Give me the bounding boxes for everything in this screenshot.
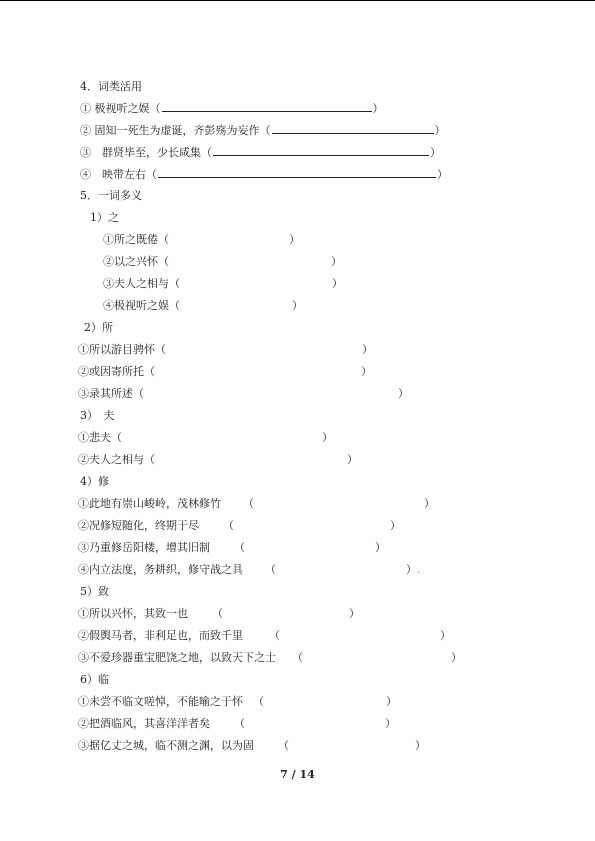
list-item: ②夫人之相与（ ） (78, 453, 358, 466)
list-item: ②把酒临风，其喜洋洋者矣 （ ） (78, 717, 396, 730)
list-item: ②假舆马者，非利足也，而致千里 （ ） (78, 629, 451, 642)
list-item: ④内立法度，务耕织，修守战之具 （ ）. (78, 563, 421, 576)
answer-blank[interactable] (272, 123, 434, 134)
list-item: ③ 群贤毕至，少长咸集（ ） (80, 146, 441, 159)
subheading-zhi4: 5）致 (80, 585, 109, 598)
header-rule (0, 0, 595, 1)
list-item: ①所以兴怀，其致一也 （ ） (78, 607, 360, 620)
subheading-fu: 3） 夫 (80, 409, 115, 422)
subheading-lin: 6）临 (80, 673, 109, 686)
subheading-xiu: 4）修 (80, 475, 109, 488)
list-item: ①悲夫（ ） (78, 431, 333, 444)
list-item: ①此地有崇山峻岭，茂林修竹 （ ） (78, 497, 435, 510)
page-number: 7 / 14 (280, 768, 315, 781)
list-item: ① 极视听之娱（ ） (80, 102, 384, 115)
list-item: ② 固知一死生为虚诞，齐彭殇为妄作（ ） (80, 124, 446, 137)
subheading-suo: 2）所 (84, 321, 113, 334)
list-item: ③录其所述（ ） (78, 387, 409, 400)
answer-blank[interactable] (158, 167, 436, 178)
list-item: ③夫人之相与（ ） (103, 277, 343, 290)
list-item: ①未尝不临文嗟悼，不能喻之于怀 （ ） (78, 695, 397, 708)
answer-blank[interactable] (213, 145, 429, 156)
list-item: ③不爱珍器重宝肥饶之地，以致天下之士 （ ） (78, 651, 462, 664)
list-item: ④极视听之娱（ ） (103, 299, 303, 312)
list-item: ③据亿丈之城，临不测之渊，以为固 （ ） (78, 739, 426, 752)
list-item: ②况修短随化，终期于尽 （ ） (78, 519, 401, 532)
list-item: ④ 映带左右（ ） (80, 168, 448, 181)
answer-blank[interactable] (162, 101, 372, 112)
section-heading-5: 5．一词多义 (80, 189, 142, 202)
list-item: ①所以游目骋怀（ ） (78, 343, 373, 356)
list-item: ③乃重修岳阳楼，增其旧制 （ ） (78, 541, 386, 554)
list-item: ②或因寄所托（ ） (78, 365, 372, 378)
list-item: ①所之既倦（ ） (103, 233, 300, 246)
list-item: ②以之兴怀（ ） (103, 255, 342, 268)
subheading-zhi: 1）之 (90, 211, 119, 224)
section-heading-4: 4．词类活用 (80, 80, 142, 93)
